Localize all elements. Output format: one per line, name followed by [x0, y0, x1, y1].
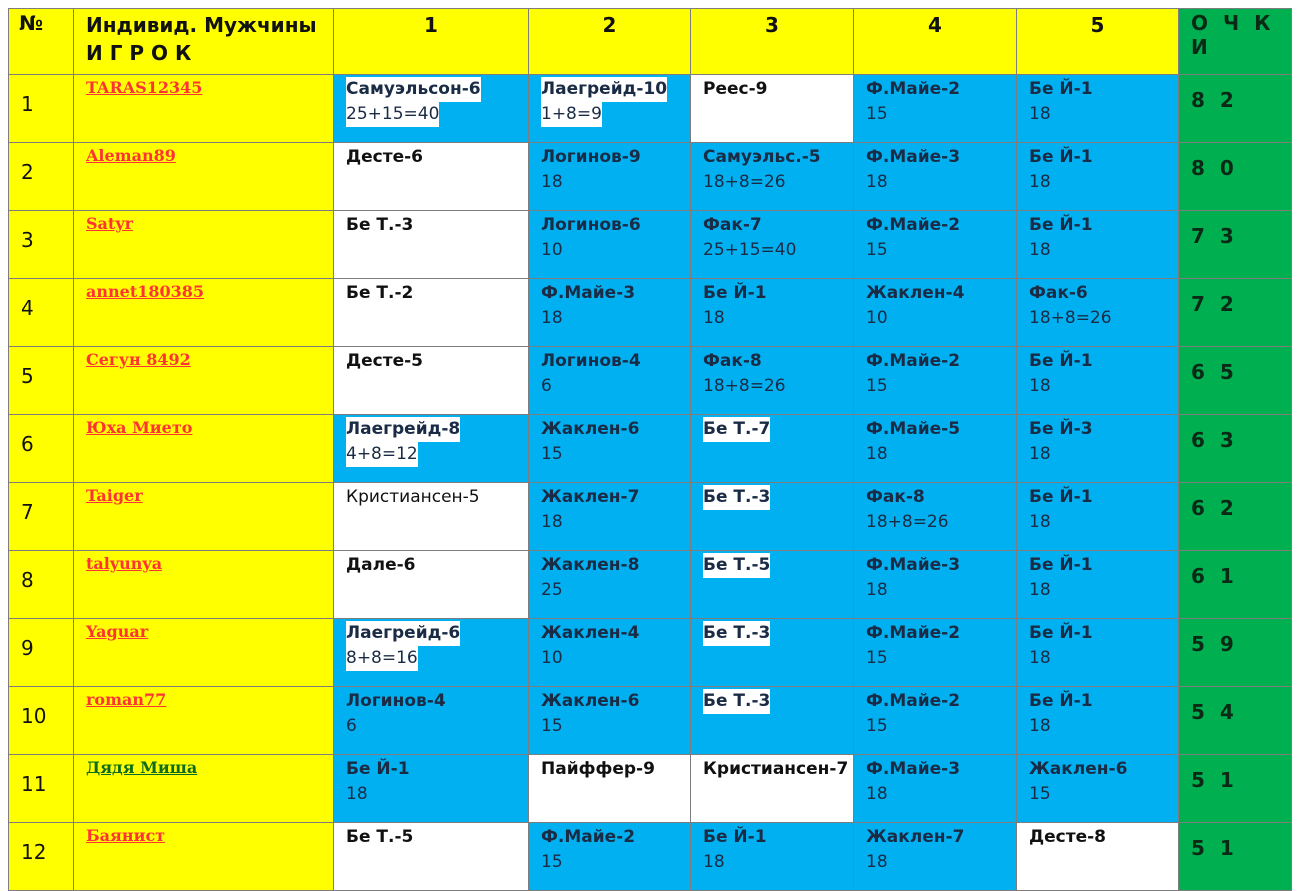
- cell-score: 18: [703, 852, 725, 872]
- cell-score: 10: [866, 308, 888, 328]
- cell-score: 18: [1029, 716, 1051, 736]
- round-3-cell: [691, 687, 854, 755]
- cell-result: Бе Т.-3: [346, 215, 414, 235]
- cell-score: 18+8=26: [1029, 308, 1112, 328]
- cell-score: 15: [541, 716, 563, 736]
- round-1-cell: [334, 551, 529, 619]
- round-4-cell: [854, 279, 1017, 347]
- round-1-cell: [334, 687, 529, 755]
- row-number: 6: [9, 415, 74, 483]
- points-total: 6 5: [1179, 347, 1292, 415]
- cell-result: Ф.Майе-3: [866, 555, 961, 575]
- round-2-cell: [529, 551, 691, 619]
- cell-score: 18+8=26: [703, 172, 786, 192]
- row-number: 5: [9, 347, 74, 415]
- cell-result: Бе Т.-7: [703, 417, 770, 442]
- header-row: [9, 9, 1292, 75]
- cell-score: 15: [866, 648, 888, 668]
- cell-result: Ф.Майе-5: [866, 419, 961, 439]
- cell-result: Лаегрейд-6: [346, 621, 460, 646]
- standings-table: [8, 8, 1292, 891]
- round-5-cell: [1017, 755, 1179, 823]
- table-row: [9, 211, 1292, 279]
- round-2-cell: [529, 279, 691, 347]
- round-2-cell: [529, 823, 691, 891]
- cell-result: Фак-7: [703, 215, 762, 235]
- table-row: [9, 483, 1292, 551]
- round-2-cell: [529, 687, 691, 755]
- cell-result: Жаклен-4: [866, 283, 965, 303]
- round-5-cell: [1017, 687, 1179, 755]
- header-round-3: 3: [691, 9, 854, 75]
- cell-result: Ф.Майе-3: [866, 759, 961, 779]
- round-1-cell: [334, 75, 529, 143]
- table-row: [9, 75, 1292, 143]
- cell-result: Ф.Майе-2: [866, 623, 961, 643]
- round-2-cell: [529, 755, 691, 823]
- points-total: 7 2: [1179, 279, 1292, 347]
- round-2-cell: [529, 211, 691, 279]
- round-3-cell: [691, 483, 854, 551]
- cell-score: 18: [1029, 512, 1051, 532]
- round-5-cell: [1017, 823, 1179, 891]
- cell-result: Бе Й-1: [346, 759, 410, 779]
- cell-score: 18+8=26: [703, 376, 786, 396]
- round-1-cell: [334, 279, 529, 347]
- round-5-cell: [1017, 415, 1179, 483]
- row-number: 4: [9, 279, 74, 347]
- cell-score: 18: [866, 784, 888, 804]
- table-row: [9, 823, 1292, 891]
- row-number: 1: [9, 75, 74, 143]
- header-round-2: 2: [529, 9, 691, 75]
- points-total: 5 4: [1179, 687, 1292, 755]
- round-4-cell: [854, 823, 1017, 891]
- round-4-cell: [854, 619, 1017, 687]
- cell-score: 15: [866, 376, 888, 396]
- cell-result: Бе Й-1: [703, 283, 767, 303]
- points-total: 8 0: [1179, 143, 1292, 211]
- cell-result: Бе Т.-5: [703, 553, 770, 578]
- row-number: 3: [9, 211, 74, 279]
- player-name-link[interactable]: Aleman89: [74, 143, 334, 211]
- cell-result: Ф.Майе-2: [866, 691, 961, 711]
- cell-result: Жаклен-4: [541, 623, 640, 643]
- cell-score: 18: [866, 852, 888, 872]
- cell-score: 18: [866, 172, 888, 192]
- cell-score: 4+8=12: [346, 442, 418, 467]
- cell-result: Ф.Майе-3: [541, 283, 636, 303]
- cell-score: 15: [541, 444, 563, 464]
- round-4-cell: [854, 755, 1017, 823]
- table-row: [9, 279, 1292, 347]
- round-4-cell: [854, 347, 1017, 415]
- cell-result: Кристиансен-7: [703, 759, 849, 779]
- cell-result: Реес-9: [703, 79, 768, 99]
- round-4-cell: [854, 143, 1017, 211]
- round-1-cell: [334, 755, 529, 823]
- cell-score: 15: [866, 240, 888, 260]
- header-round-4: 4: [854, 9, 1017, 75]
- player-name-link[interactable]: annet180385: [74, 279, 334, 347]
- round-2-cell: [529, 483, 691, 551]
- cell-score: 10: [541, 648, 563, 668]
- cell-score: 8+8=16: [346, 646, 418, 671]
- player-name-link[interactable]: Yaguar: [74, 619, 334, 687]
- cell-result: Ф.Майе-3: [866, 147, 961, 167]
- round-3-cell: [691, 211, 854, 279]
- player-name-link[interactable]: Сегун 8492: [74, 347, 334, 415]
- round-1-cell: [334, 483, 529, 551]
- table-row: [9, 415, 1292, 483]
- round-1-cell: [334, 415, 529, 483]
- header-player-line2: И Г Р О К: [86, 41, 192, 65]
- player-name-link[interactable]: TARAS12345: [74, 75, 334, 143]
- row-number: 10: [9, 687, 74, 755]
- cell-result: Жаклен-6: [541, 691, 640, 711]
- round-2-cell: [529, 415, 691, 483]
- cell-result: Бе Й-1: [703, 827, 767, 847]
- round-2-cell: [529, 347, 691, 415]
- round-3-cell: [691, 551, 854, 619]
- round-5-cell: [1017, 279, 1179, 347]
- cell-result: Бе Т.-5: [346, 827, 414, 847]
- cell-score: 18: [1029, 104, 1051, 124]
- header-player: [74, 9, 334, 75]
- cell-score: 18: [866, 444, 888, 464]
- cell-score: 18: [541, 172, 563, 192]
- cell-result: Бе Й-1: [1029, 487, 1093, 507]
- round-3-cell: [691, 347, 854, 415]
- round-3-cell: [691, 143, 854, 211]
- cell-result: Бе Й-1: [1029, 147, 1093, 167]
- round-4-cell: [854, 551, 1017, 619]
- points-total: 6 3: [1179, 415, 1292, 483]
- round-4-cell: [854, 415, 1017, 483]
- round-1-cell: [334, 347, 529, 415]
- header-points: О Ч К И: [1179, 9, 1292, 75]
- cell-result: Жаклен-6: [1029, 759, 1128, 779]
- player-name-link[interactable]: Satyr: [74, 211, 334, 279]
- player-name-link[interactable]: Дядя Миша: [74, 755, 334, 823]
- cell-result: Логинов-6: [541, 215, 641, 235]
- top-strip: [0, 0, 1298, 8]
- cell-score: 6: [346, 716, 357, 736]
- cell-score: 10: [541, 240, 563, 260]
- round-5-cell: [1017, 75, 1179, 143]
- cell-result: Жаклен-7: [541, 487, 640, 507]
- round-5-cell: [1017, 551, 1179, 619]
- cell-score: 18: [703, 308, 725, 328]
- cell-result: Бе Й-1: [1029, 623, 1093, 643]
- cell-result: Логинов-4: [541, 351, 641, 371]
- points-total: 6 1: [1179, 551, 1292, 619]
- cell-result: Пайффер-9: [541, 759, 655, 779]
- cell-score: 1+8=9: [541, 102, 602, 127]
- cell-score: 18: [1029, 580, 1051, 600]
- cell-result: Логинов-4: [346, 691, 446, 711]
- round-1-cell: [334, 211, 529, 279]
- table-row: [9, 143, 1292, 211]
- row-number: 12: [9, 823, 74, 891]
- round-3-cell: [691, 279, 854, 347]
- cell-result: Лаегрейд-10: [541, 77, 667, 102]
- cell-score: 18: [1029, 376, 1051, 396]
- cell-result: Ф.Майе-2: [541, 827, 636, 847]
- round-4-cell: [854, 687, 1017, 755]
- cell-score: 18: [1029, 444, 1051, 464]
- cell-result: Бе Й-1: [1029, 79, 1093, 99]
- cell-score: 15: [541, 852, 563, 872]
- round-1-cell: [334, 619, 529, 687]
- round-5-cell: [1017, 211, 1179, 279]
- cell-result: Бе Й-1: [1029, 555, 1093, 575]
- round-2-cell: [529, 619, 691, 687]
- cell-result: Десте-6: [346, 147, 424, 167]
- round-4-cell: [854, 483, 1017, 551]
- round-5-cell: [1017, 143, 1179, 211]
- cell-result: Самуэльсон-6: [346, 77, 481, 102]
- cell-score: 15: [866, 716, 888, 736]
- cell-result: Фак-8: [866, 487, 925, 507]
- cell-score: 18: [1029, 172, 1051, 192]
- header-round-1: 1: [334, 9, 529, 75]
- cell-result: Ф.Майе-2: [866, 79, 961, 99]
- header-player-line1: Индивид. Мужчины: [86, 13, 317, 37]
- cell-result: Жаклен-6: [541, 419, 640, 439]
- table-row: [9, 755, 1292, 823]
- cell-result: Лаегрейд-8: [346, 417, 460, 442]
- cell-score: 15: [1029, 784, 1051, 804]
- round-5-cell: [1017, 619, 1179, 687]
- round-3-cell: [691, 619, 854, 687]
- points-total: 5 1: [1179, 755, 1292, 823]
- player-name-link[interactable]: talyunya: [74, 551, 334, 619]
- cell-score: 18: [346, 784, 368, 804]
- cell-score: 18: [1029, 240, 1051, 260]
- cell-result: Самуэльс.-5: [703, 147, 821, 167]
- round-3-cell: [691, 415, 854, 483]
- round-5-cell: [1017, 347, 1179, 415]
- row-number: 11: [9, 755, 74, 823]
- table-row: [9, 687, 1292, 755]
- round-4-cell: [854, 75, 1017, 143]
- points-total: 5 1: [1179, 823, 1292, 891]
- header-round-5: 5: [1017, 9, 1179, 75]
- cell-result: Дале-6: [346, 555, 416, 575]
- cell-score: 18: [866, 580, 888, 600]
- cell-score: 18: [541, 512, 563, 532]
- round-1-cell: [334, 823, 529, 891]
- cell-result: Фак-8: [703, 351, 762, 371]
- cell-result: Кристиансен-5: [346, 487, 480, 507]
- cell-result: Фак-6: [1029, 283, 1088, 303]
- cell-result: Бе Т.-3: [703, 621, 770, 646]
- cell-result: Бе Т.-2: [346, 283, 414, 303]
- round-2-cell: [529, 75, 691, 143]
- player-name-link[interactable]: Баянист: [74, 823, 334, 891]
- player-name-link[interactable]: Юха Мието: [74, 415, 334, 483]
- cell-result: Бе Т.-3: [703, 485, 770, 510]
- row-number: 8: [9, 551, 74, 619]
- points-total: 7 3: [1179, 211, 1292, 279]
- table-row: [9, 551, 1292, 619]
- cell-result: Жаклен-7: [866, 827, 965, 847]
- cell-score: 15: [866, 104, 888, 124]
- row-number: 9: [9, 619, 74, 687]
- points-total: 5 9: [1179, 619, 1292, 687]
- round-3-cell: [691, 75, 854, 143]
- cell-score: 18: [1029, 648, 1051, 668]
- cell-result: Бе Й-1: [1029, 691, 1093, 711]
- points-total: 8 2: [1179, 75, 1292, 143]
- cell-score: 25+15=40: [346, 102, 439, 127]
- cell-result: Жаклен-8: [541, 555, 640, 575]
- table-row: [9, 347, 1292, 415]
- round-5-cell: [1017, 483, 1179, 551]
- cell-result: Бе Й-1: [1029, 351, 1093, 371]
- table-row: [9, 619, 1292, 687]
- player-name-link[interactable]: roman77: [74, 687, 334, 755]
- cell-result: Логинов-9: [541, 147, 641, 167]
- round-1-cell: [334, 143, 529, 211]
- cell-score: 25+15=40: [703, 240, 797, 260]
- row-number: 2: [9, 143, 74, 211]
- cell-result: Бе Т.-3: [703, 689, 770, 714]
- round-3-cell: [691, 755, 854, 823]
- cell-result: Бе Й-3: [1029, 419, 1093, 439]
- round-2-cell: [529, 143, 691, 211]
- cell-result: Ф.Майе-2: [866, 215, 961, 235]
- cell-score: 18+8=26: [866, 512, 949, 532]
- round-3-cell: [691, 823, 854, 891]
- round-4-cell: [854, 211, 1017, 279]
- cell-score: 25: [541, 580, 563, 600]
- row-number: 7: [9, 483, 74, 551]
- player-name-link[interactable]: Taiger: [74, 483, 334, 551]
- header-number: №: [9, 9, 74, 75]
- cell-result: Ф.Майе-2: [866, 351, 961, 371]
- cell-result: Бе Й-1: [1029, 215, 1093, 235]
- cell-result: Десте-8: [1029, 827, 1107, 847]
- cell-result: Десте-5: [346, 351, 424, 371]
- cell-score: 6: [541, 376, 552, 396]
- cell-score: 18: [541, 308, 563, 328]
- points-total: 6 2: [1179, 483, 1292, 551]
